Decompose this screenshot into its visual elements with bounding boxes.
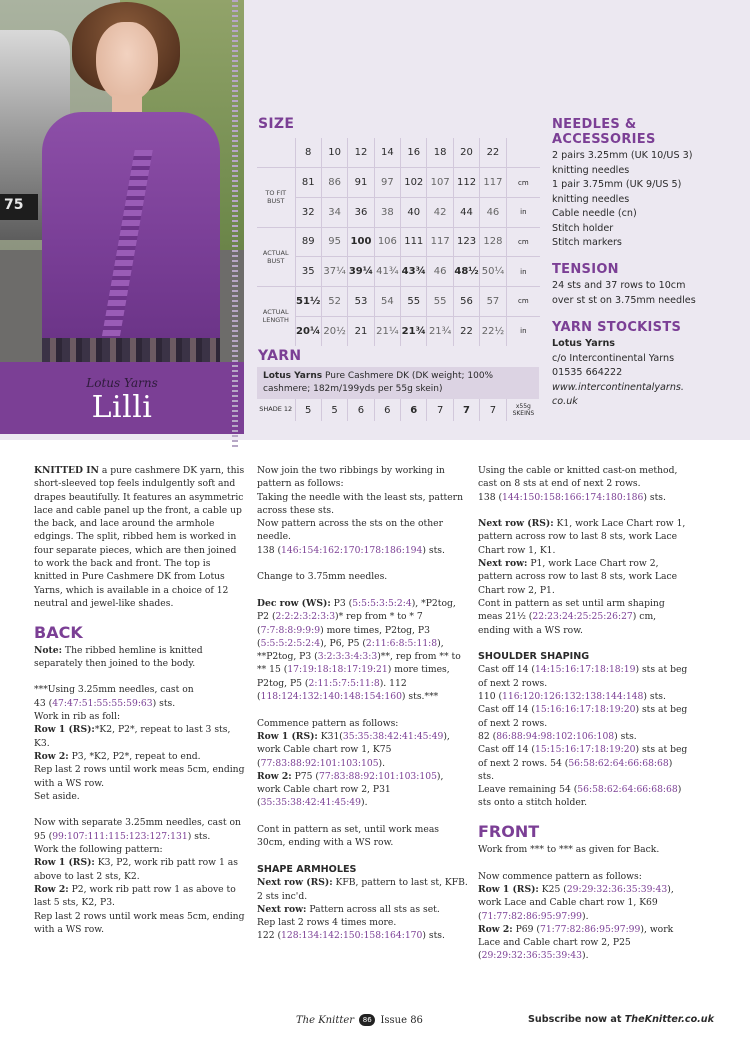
- table-cell: 46: [427, 257, 453, 287]
- skein-unit: x55g SKEINS: [506, 399, 540, 421]
- instruction-line: [478, 743, 690, 783]
- model-photo: [0, 0, 244, 362]
- table-cell: 112: [453, 168, 479, 198]
- instruction-line: Rep last 2 rows 4 times more.: [257, 917, 397, 929]
- text-span: ), P6, P5 (: [320, 637, 366, 649]
- size-label-empty: [257, 138, 295, 168]
- size-unit-empty: [506, 138, 540, 168]
- front-heading: FRONT: [478, 822, 540, 842]
- size-variants: 29:29:32:36:35:39:43: [566, 883, 668, 895]
- text-span: Pattern across all sts as set.: [306, 903, 440, 915]
- size-variants: 2:11:5:7:5:11:8: [308, 677, 380, 689]
- yarn-heading: YARN: [258, 348, 302, 364]
- table-cell: 89: [295, 227, 321, 257]
- size-variants: 56:58:62:64:66:68:68: [577, 784, 678, 796]
- size-cell: 12: [348, 138, 374, 168]
- table-cell: 42: [427, 197, 453, 227]
- text-span: ) sts at beg of next 2 rows.: [478, 664, 688, 689]
- unit-cell: in: [506, 197, 540, 227]
- issue-number: Issue 86: [380, 1015, 423, 1026]
- row-label: Row 1 (RS):: [34, 857, 95, 869]
- needles-line: 2 pairs 3.25mm (UK 10/US 3): [552, 150, 693, 161]
- size-variants: 128:134:142:150:158:164:170: [281, 930, 423, 942]
- unit-cell: cm: [506, 286, 540, 316]
- row-label: Row 2:: [34, 750, 69, 762]
- row-label: Next row:: [257, 903, 307, 915]
- text-span: 138 (: [257, 544, 282, 556]
- to-fit-bust-cm-row: [257, 168, 540, 198]
- text-span: P3 (: [330, 597, 353, 609]
- instruction-line: Work the following pattern:: [34, 844, 163, 856]
- size-variants: 42:41:45:49: [304, 797, 362, 809]
- table-cell: 95: [321, 227, 347, 257]
- table-cell: 38: [374, 197, 400, 227]
- intro-lead: KNITTED IN: [34, 465, 99, 476]
- table-cell: 21¼: [374, 316, 400, 346]
- tension-heading: TENSION: [552, 262, 619, 277]
- text-span: P2tog, P5 (: [257, 677, 309, 689]
- needles-section: [552, 117, 742, 251]
- size-variants: 2:11:6:8:5:11:8: [365, 637, 438, 649]
- instruction-line: [34, 750, 246, 763]
- text-span: ) sts at beg of next 2 rows. 54 (: [478, 744, 688, 769]
- table-cell: 41¾: [374, 257, 400, 287]
- size-variants: 77:83:88:: [260, 757, 305, 769]
- text-span: 82 (: [478, 730, 497, 742]
- size-variants: 5:5:5:3:5:2:4: [352, 597, 412, 609]
- instruction-line: [257, 730, 469, 770]
- text-span: P3 (: [257, 624, 430, 649]
- skein-cell: 6: [348, 399, 374, 421]
- table-cell: 117: [480, 168, 506, 198]
- subscribe-link[interactable]: TheKnitter.co.uk: [624, 1014, 715, 1025]
- yarn-description: Pure Cashmere DK (DK weight; 100% cashmere; 182m/199yds per 55g skein): [263, 371, 494, 394]
- skein-cell: 7: [480, 399, 506, 421]
- text-span: K3, P2, work rib patt row 1 as above to last 2 sts, K2.: [34, 857, 238, 882]
- to-fit-bust-in-row: [257, 197, 540, 227]
- text-span: ), work: [640, 923, 674, 935]
- size-cell: 22: [480, 138, 506, 168]
- text-span: P3, *K2, P2*, repeat to end.: [68, 750, 201, 762]
- text-span: K69 (: [478, 897, 658, 922]
- table-cell: 40: [401, 197, 427, 227]
- table-cell: 117: [427, 227, 453, 257]
- size-cell: 14: [374, 138, 400, 168]
- instruction-line: Commence pattern as follows:: [257, 717, 399, 729]
- unit-cell: in: [506, 316, 540, 346]
- text-span: Now with separate 3.25mm needles, cast on 95 (: [34, 817, 241, 842]
- size-heading: SIZE: [258, 116, 295, 132]
- table-cell: 128: [480, 227, 506, 257]
- table-cell: 52: [321, 286, 347, 316]
- text-span: KFB, pattern to last st, KFB. 2 sts inc'd.: [257, 877, 468, 902]
- shape-armholes-heading: SHAPE ARMHOLES: [257, 863, 357, 875]
- text-span: *K2, P2*, repeat to last 3 sts, K3.: [34, 724, 231, 749]
- instruction-line: Rep last 2 rows until work meas 5cm, ending with a WS row.: [34, 764, 245, 789]
- size-cell: 16: [401, 138, 427, 168]
- text-span: P75 (: [291, 770, 319, 782]
- instruction-line: Cont in pattern as set, until work meas 30cm, ending with a WS row.: [257, 824, 440, 849]
- instruction-line: [478, 690, 690, 703]
- tension-line: 24 sts and 37 rows to 10cm: [552, 280, 686, 291]
- text-span: ) sts.: [643, 691, 666, 703]
- text-span: ) sts.: [422, 930, 445, 942]
- instruction-line: Taking the needle with the least sts, pattern across these sts.: [257, 491, 463, 516]
- row-label: Row 2:: [257, 770, 292, 782]
- shade-table: [257, 399, 540, 421]
- actual-length-label: ACTUAL LENGTH: [257, 286, 295, 345]
- photo-skirt: [42, 338, 220, 362]
- size-variants: 3:2:3:3:4:3:3: [317, 651, 378, 663]
- text-span: P69 (: [512, 923, 540, 935]
- text-span: ),: [411, 597, 419, 609]
- stockists-line: c/o Intercontinental Yarns: [552, 352, 675, 364]
- needles-line: Cable needle (cn): [552, 208, 637, 219]
- instruction-line: Now join the two ribbings by working in pattern as follows:: [257, 465, 445, 490]
- shade-label: SHADE 12: [259, 405, 293, 414]
- text-span: ) sts.: [422, 544, 445, 556]
- table-cell: 43¾: [401, 257, 427, 287]
- yarn-brand: Lotus Yarns: [263, 371, 323, 381]
- table-cell: 55: [401, 286, 427, 316]
- unit-cell: in: [506, 257, 540, 287]
- size-variants: 2:2:2:3:2:3:3: [275, 611, 336, 623]
- instruction-line: [478, 923, 690, 963]
- text-span: P2, work rib patt row 1 as above to last 5 sts, K2, P3.: [34, 883, 236, 909]
- skein-cell: 5: [295, 399, 321, 421]
- size-variants: 7:7:8:8:9:9:9: [260, 624, 321, 636]
- instruction-line: [478, 517, 690, 557]
- text-span: ),: [443, 730, 450, 742]
- dec-row-block: [257, 597, 469, 703]
- stockists-website[interactable]: co.uk: [552, 396, 578, 407]
- text-column-3: [478, 464, 690, 963]
- table-cell: 32: [295, 197, 321, 227]
- text-span: ),: [437, 637, 444, 649]
- size-variants: 5:5:5:2:5:2:4: [260, 637, 321, 649]
- unit-cell: cm: [506, 168, 540, 198]
- instruction-line: [34, 816, 246, 843]
- intro-paragraph: [34, 464, 246, 610]
- instruction-line: [257, 903, 469, 916]
- note-label: Note:: [34, 644, 63, 656]
- text-column-2: [257, 464, 469, 943]
- text-span: 110 (: [478, 691, 503, 703]
- skein-cell: 6: [401, 399, 427, 421]
- text-span: work Lace and Cable chart row 1,: [478, 897, 637, 909]
- table-cell: 36: [348, 197, 374, 227]
- instruction-line: Now pattern across the sts on the other needle.: [257, 518, 443, 543]
- shoulder-shaping-heading: SHOULDER SHAPING: [478, 651, 590, 663]
- text-span: ) sts.: [643, 491, 666, 503]
- table-cell: 81: [295, 168, 321, 198]
- dotted-divider: [232, 0, 238, 450]
- size-variants: 15:16:16:17:18:19:20: [535, 704, 636, 716]
- unit-cell: cm: [506, 227, 540, 257]
- subscribe-text: Subscribe now at: [528, 1014, 625, 1025]
- instruction-line: Using the cable or knitted cast-on method, cast on 8 sts at end of next 2 rows.: [478, 465, 678, 490]
- text-span: ).: [582, 910, 589, 922]
- text-span: ) cm, ending with a WS row.: [478, 611, 657, 636]
- instruction-line: [257, 544, 469, 557]
- instruction-line: ***Using 3.25mm needles, cast on: [34, 684, 194, 696]
- instruction-line: [478, 730, 690, 743]
- note-text: The ribbed hemline is knitted separately then joined to the body.: [34, 644, 203, 669]
- text-span: work Cable chart row 1, K75 (: [257, 744, 392, 769]
- size-variants: 99:107:111:115:123:127:131: [52, 830, 188, 842]
- size-variants: 14:15:16:17:18:18:19: [535, 664, 636, 676]
- table-cell: 57: [480, 286, 506, 316]
- instruction-line: [34, 883, 246, 910]
- size-variants: 47:47:51:55:55:59:63: [52, 697, 153, 709]
- text-span: 138 (: [478, 491, 503, 503]
- text-span: *P2tog, P2 (: [257, 597, 456, 623]
- row-label: Row 2:: [34, 883, 69, 895]
- needles-line: 1 pair 3.75mm (UK 9/US 5): [552, 179, 682, 190]
- text-span: ),: [667, 883, 674, 895]
- table-cell: 50¼: [480, 257, 506, 287]
- size-table: [257, 138, 540, 346]
- size-variants: 116:120:126:132:138:144:148: [502, 691, 644, 703]
- skein-cell: 5: [321, 399, 347, 421]
- table-cell: 86: [321, 168, 347, 198]
- row-label: Row 1 (RS):: [257, 730, 318, 742]
- text-span: K31(: [317, 730, 343, 742]
- row-label: Row 1 (RS):: [34, 724, 95, 736]
- table-cell: 44: [453, 197, 479, 227]
- instruction-line: Change to 3.75mm needles.: [257, 571, 388, 583]
- size-variants: 146:154:162:170:178:186:194: [281, 544, 423, 556]
- actual-length-cm-row: [257, 286, 540, 316]
- back-note: [34, 644, 246, 671]
- text-span: K1, work Lace Chart row 1, pattern across row to last 8 sts, work Lace Chart row 1, K1.: [478, 518, 686, 556]
- size-variants: 144:150:158:166:174:180:186: [502, 491, 644, 503]
- table-cell: 21: [348, 316, 374, 346]
- table-cell: 35: [295, 257, 321, 287]
- table-cell: 20¼: [295, 316, 321, 346]
- text-span: 112 (: [257, 677, 407, 703]
- needles-line: knitting needles: [552, 164, 630, 176]
- text-span: ) more times,: [387, 664, 450, 676]
- table-cell: 107: [427, 168, 453, 198]
- size-variants: 77:83:88:92:101:103:105: [318, 770, 437, 782]
- text-span: 43 (: [34, 697, 53, 709]
- stockists-heading: YARN STOCKISTS: [552, 320, 682, 335]
- table-cell: 48½: [453, 257, 479, 287]
- text-span: ).: [582, 950, 589, 962]
- table-cell: 22: [453, 316, 479, 346]
- row-label: Dec row (WS):: [257, 597, 331, 609]
- table-cell: 20½: [321, 316, 347, 346]
- needles-line: knitting needles: [552, 193, 630, 205]
- size-variants: 86:88:94:98:102:106:108: [496, 730, 615, 742]
- size-variants: 17:19:18:18:17:19:21: [287, 664, 388, 676]
- table-cell: 46: [480, 197, 506, 227]
- table-cell: 22½: [480, 316, 506, 346]
- size-variants: 56:58:62:64:66:68:68: [568, 757, 669, 769]
- text-span: 7 (: [257, 611, 423, 636]
- pattern-title: Lilli: [91, 390, 153, 425]
- instruction-line: Rep last 2 rows until work meas 5cm, ending with a WS row.: [34, 910, 245, 935]
- size-variants: 71:77:82:86:95:97:99: [481, 910, 583, 922]
- table-cell: 97: [374, 168, 400, 198]
- table-cell: 123: [453, 227, 479, 257]
- instruction-line: [34, 697, 246, 710]
- size-variants: 35:35:38:42:41:45:49: [342, 730, 444, 742]
- table-cell: 21¾: [427, 316, 453, 346]
- tension-section: [552, 262, 742, 308]
- table-cell: 37¼: [321, 257, 347, 287]
- table-cell: 100: [348, 227, 374, 257]
- instruction-line: [257, 770, 469, 810]
- instruction-line: [478, 883, 690, 923]
- size-row: [257, 138, 540, 168]
- instruction-line: [34, 856, 246, 883]
- needles-line: Stitch markers: [552, 237, 622, 248]
- table-cell: 56: [453, 286, 479, 316]
- size-variants: 118:124:132:140:148:154:160: [260, 691, 402, 703]
- instruction-line: [478, 663, 690, 690]
- instruction-line: [478, 783, 690, 810]
- size-variants: 71:77:82:86:95:97:99: [539, 923, 641, 935]
- size-variants: 35:35:38:: [260, 797, 305, 809]
- needles-line: Stitch holder: [552, 222, 614, 234]
- table-cell: 39¼: [348, 257, 374, 287]
- back-heading: BACK: [34, 622, 83, 642]
- text-column-1: [34, 464, 246, 936]
- table-cell: 53: [348, 286, 374, 316]
- table-cell: 21¾: [401, 316, 427, 346]
- text-span: )**, rep from ** to: [377, 651, 461, 663]
- size-cell: 10: [321, 138, 347, 168]
- instruction-line: Work in rib as foll:: [34, 711, 121, 723]
- text-span: Lace and Cable chart row 2, P25 (: [478, 937, 631, 962]
- size-cell: 18: [427, 138, 453, 168]
- instruction-line: [478, 491, 690, 504]
- skein-cell: 7: [453, 399, 479, 421]
- actual-bust-label: ACTUAL BUST: [257, 227, 295, 286]
- actual-bust-cm-row: [257, 227, 540, 257]
- to-fit-bust-label: TO FIT BUST: [257, 168, 295, 227]
- instruction-line: [257, 929, 469, 942]
- intro-text: a pure cashmere DK yarn, this short-sleeved top feels indulgently soft and drapes beautifully. It features an asymmetric lace and cable panel up the front, a cable up the back, and lace around the armhole edgings. The split, ribbed hem is worked in four separate pieces, which are then joined to work the back and front. The top is knitted in Pure Cashmere DK from Lotus Yarns, which is available in a choice of 12 neutral and jewel-like shades.: [34, 465, 245, 609]
- page-number-badge: 86: [359, 1014, 375, 1026]
- footer-right: [528, 1014, 714, 1025]
- stockists-website[interactable]: www.intercontinentalyarns.: [552, 381, 684, 393]
- text-span: ) sts.: [187, 830, 211, 842]
- text-span: ) sts.: [152, 697, 176, 709]
- table-cell: 54: [374, 286, 400, 316]
- text-span: Leave remaining 54 (: [478, 784, 578, 796]
- size-variants: 92:101:103:105: [304, 757, 379, 769]
- table-cell: 111: [401, 227, 427, 257]
- text-span: ** 15 (: [257, 664, 288, 676]
- text-span: K25 (: [538, 883, 567, 895]
- photo-car-plate: 75: [0, 194, 38, 220]
- table-cell: 34: [321, 197, 347, 227]
- size-cell: 8: [295, 138, 321, 168]
- photo-model-face: [96, 22, 158, 102]
- yarn-description-box: [257, 367, 539, 399]
- text-span: ) sts at beg of next 2 rows.: [478, 704, 688, 729]
- text-span: ) sts.: [614, 730, 637, 742]
- text-span: Cast off 14 (: [478, 664, 536, 676]
- text-span: ) sts.***: [401, 691, 439, 703]
- text-span: ),: [436, 770, 444, 782]
- footer-left: [296, 1014, 423, 1026]
- instruction-line: Now commence pattern as follows:: [478, 870, 642, 882]
- text-span: **P2tog, P3 (: [257, 651, 318, 663]
- row-label: Next row:: [478, 558, 528, 570]
- text-span: Cast off 14 (: [478, 744, 536, 756]
- tension-line: over st st on 3.75mm needles: [552, 294, 696, 306]
- magazine-name: The Knitter: [296, 1015, 355, 1026]
- table-cell: 91: [348, 168, 374, 198]
- stockists-section: [552, 320, 742, 410]
- text-span: work Cable chart row 2, P31 (: [257, 784, 391, 809]
- stockists-name: Lotus Yarns: [552, 338, 615, 349]
- row-label: Next row (RS):: [478, 518, 554, 530]
- actual-length-in-row: [257, 316, 540, 346]
- skein-cell: 6: [374, 399, 400, 421]
- row-label: Row 2:: [478, 923, 513, 935]
- pattern-brand: Lotus Yarns: [86, 376, 158, 390]
- instruction-line: [478, 703, 690, 730]
- instruction-line: [478, 557, 690, 597]
- text-span: ).: [361, 797, 368, 809]
- table-cell: 102: [401, 168, 427, 198]
- instruction-line: [478, 597, 690, 637]
- text-span: ).: [378, 757, 386, 769]
- size-cell: 20: [453, 138, 479, 168]
- text-span: 122 (: [257, 930, 282, 942]
- skein-cell: 7: [427, 399, 453, 421]
- size-variants: 15:15:16:17:18:19:20: [535, 744, 636, 756]
- row-label: Row 1 (RS):: [478, 883, 539, 895]
- actual-bust-in-row: [257, 257, 540, 287]
- shade-row: [257, 399, 540, 421]
- size-variants: 36:35:39:43: [525, 950, 583, 962]
- table-cell: 55: [427, 286, 453, 316]
- text-span: ).: [379, 677, 387, 689]
- needles-heading: NEEDLES & ACCESSORIES: [552, 117, 656, 147]
- text-span: Cast off 14 (: [478, 704, 536, 716]
- text-span: )* rep from * to *: [335, 611, 414, 623]
- text-span: P1, work Lace Chart row 2, pattern across row to last 8 sts, work Lace Chart row 2, P1.: [478, 558, 678, 596]
- row-label: Next row (RS):: [257, 877, 333, 889]
- instruction-line: Work from *** to *** as given for Back.: [478, 844, 660, 856]
- size-variants: 22:23:24:25:25:26:27: [532, 611, 633, 623]
- text-span: ) sts onto a stitch holder.: [478, 784, 682, 809]
- instruction-line: [257, 876, 469, 903]
- instruction-line: Set aside.: [34, 790, 80, 802]
- stockists-line: 01535 664222: [552, 367, 623, 378]
- text-span: Cont in pattern as set until arm shaping meas 21½ (: [478, 597, 665, 623]
- instruction-line: [34, 723, 246, 750]
- text-span: ) sts.: [478, 757, 673, 782]
- table-cell: 51½: [295, 286, 321, 316]
- size-variants: 29:29:32:: [481, 950, 526, 962]
- table-cell: 106: [374, 227, 400, 257]
- text-span: ) more times, P2tog,: [320, 624, 415, 636]
